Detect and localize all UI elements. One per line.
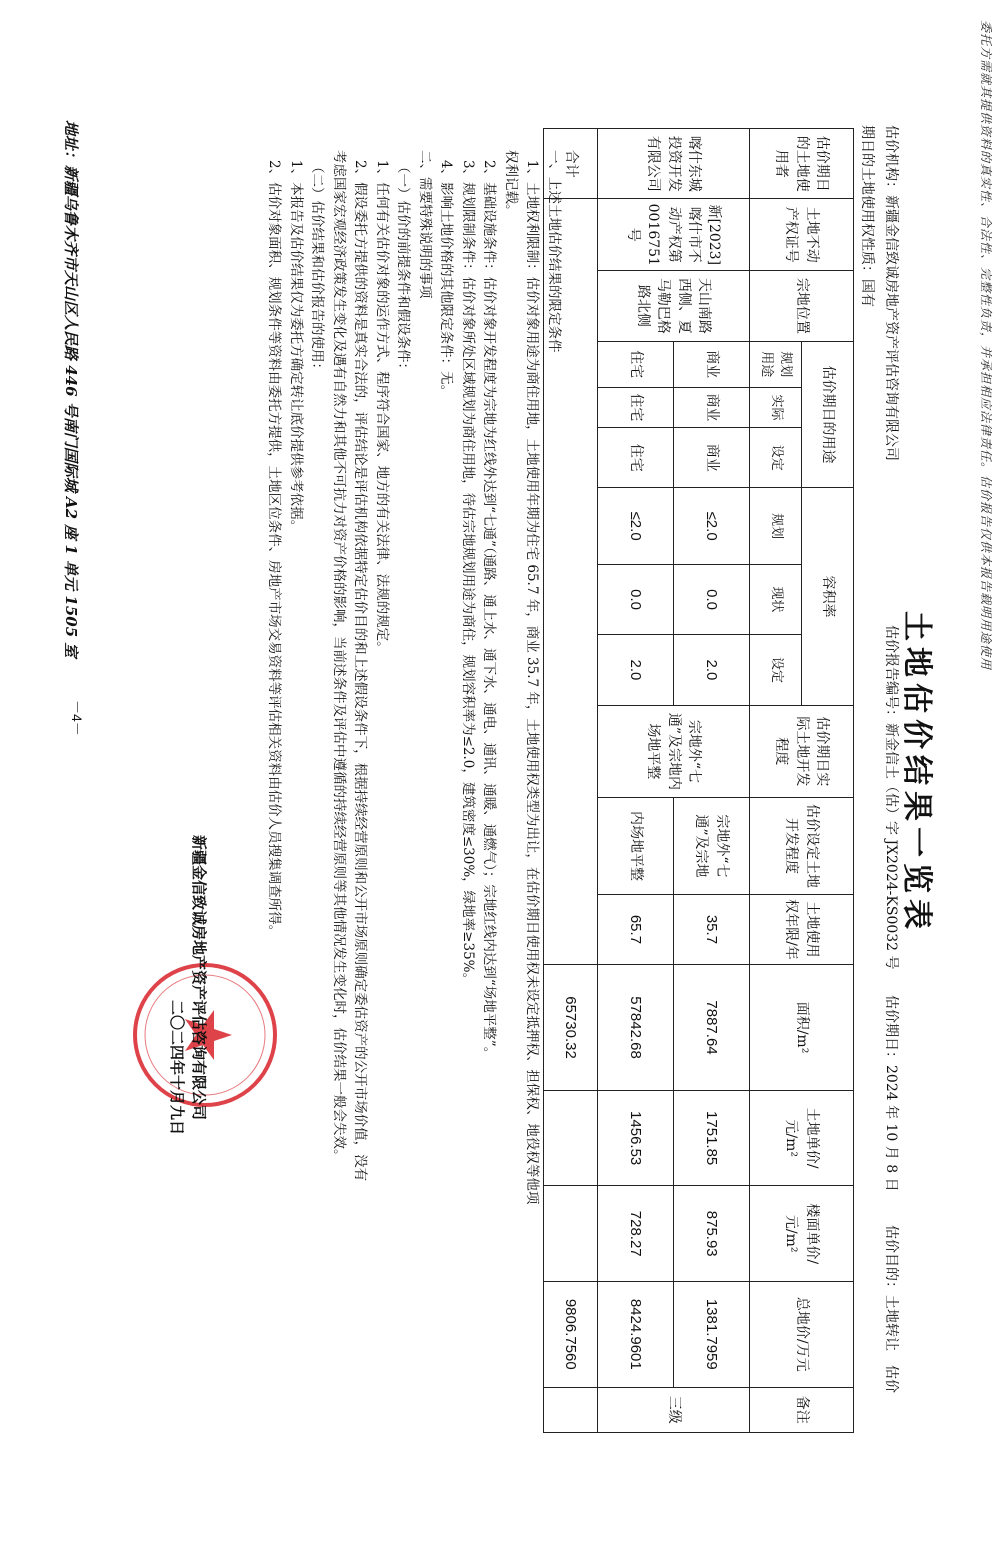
header-far-actual: 现状 [750,564,802,634]
note-line: 1、任何有关估价对象的运作方式、程序符合国家、地方的有关法律、法规的规定。 [374,160,390,655]
cell-user: 喀什东城投资开发有限公司 [598,129,750,199]
signature-date: 二〇二四年十月九日 [168,1000,186,1136]
cell-far-plan: ≤2.0 [598,488,674,564]
cell-far-plan: ≤2.0 [674,488,750,564]
note-line: 权利记载。 [503,150,519,218]
cell-use-set: 住宅 [598,428,674,488]
cell-area: 7887.64 [674,965,750,1091]
cell-use-set: 商业 [674,428,750,488]
cell-far-actual: 0.0 [674,564,750,634]
cell-total: 1381.7959 [674,1281,750,1387]
header-use-plan: 规划用途 [750,341,802,387]
cell-total-label: 合计 [544,129,598,199]
note-line: （一）估价的前提条件和假设条件： [395,160,412,376]
meta-org: 估价机构：新疆金信致诚房地产资产评估咨询有限公司 [883,125,899,461]
signature-company: 新疆金信致诚房地产资产评估咨询有限公司 [190,835,208,1121]
header-far-set: 设定 [750,635,802,705]
header-unit-price: 土地单价/元/m² [750,1090,854,1186]
header-floor-price: 楼面单价/元/m² [750,1186,854,1282]
header-term: 土地使用权年限/年 [750,894,854,964]
cell-dev-set: 内场地平整 [598,798,674,895]
cell-area: 57842.68 [598,965,674,1091]
header-remark: 备注 [750,1387,854,1432]
cell-remark: 三级 [598,1387,750,1432]
header-user: 估价期日的土地使用者 [750,129,854,199]
cell-cert: 新[2023]喀什市不动产权第0016751号 [598,199,750,271]
cell-unit-price: 1456.53 [598,1090,674,1186]
header-total: 总地价/万元 [750,1281,854,1387]
cell-term: 65.7 [598,894,674,964]
cell-use-plan: 住宅 [598,341,674,387]
cell-far-actual: 0.0 [598,564,674,634]
note-line: 4、影响土地价格的其他限定条件：无。 [438,160,455,399]
note-line: 考虑国家宏观经济政策发生变化及遇有自然力和其他不可抗力对资产价格的影响，当前述条件及评估中遵循的持续经营原则等其他情况发生变化时，估价结果一般会失效。 [331,150,347,1163]
note-line: 二、需要特殊说明的事项 [417,150,433,299]
cell-use-plan: 商业 [674,341,750,387]
cell-total-area: 65730.32 [544,965,598,1091]
header-use-group: 估价期日的用途 [802,341,854,488]
cell-total: 8424.9601 [598,1281,674,1387]
meta-land-nature: 期日的土地使用权性质：国有 [859,125,875,307]
header-area: 面积/m² [750,965,854,1091]
note-line: 3、规划限制条件：估价对象所处区域规划为商住用地，待估宗地规划用途为商住，规划容积率为≤2.0，建筑密度≤30%，绿地率≥35%。 [460,160,476,987]
header-use-set: 设定 [750,428,802,488]
cell-use-actual: 商业 [674,387,750,427]
note-line: 一、上述土地估价结果的限定条件 [546,150,562,353]
note-line: 2、假设委托方提供的资料是真实合法的，评估结论是评估机构依据特定估价目的和上述假设条件下，根据持续经营原则和公开市场原则确定委估资产的公开市场价值，没有 [352,160,369,1182]
page-number: －4－ [69,700,85,736]
table-row [674,129,750,1433]
cell-total-value: 9806.7560 [544,1281,598,1387]
cell-far-set: 2.0 [674,635,750,705]
header-dev-set: 估价设定土地开发程度 [750,798,854,895]
cell-floor-price: 875.93 [674,1186,750,1282]
cell-far-set: 2.0 [598,635,674,705]
meta-purpose: 估价目的：土地转让 估价 [883,1225,899,1393]
cell-use-actual: 住宅 [598,387,674,427]
cell-floor-price: 728.27 [598,1186,674,1282]
meta-report-no: 估价报告编号：新金信土（估）字 JX2024-KS0032 号 [883,625,899,970]
footer-address: 地址：新疆乌鲁木齐市天山区人民路 446 号南门国际城 A2 座 1 单元 1505 室 [62,120,80,658]
cell-unit-price: 1751.85 [674,1090,750,1186]
header-dev-actual: 估价期日实际土地开发程度 [750,705,854,798]
note-line: （二）估价结果和估价报告的使用： [309,160,326,376]
cell-dev-actual: 宗地外“七通”及宗地内场地平整 [598,705,750,798]
note-line: 2、基础设施条件：估价对象开发程度为宗地为红线外达到“七通”（通路、通上水、通下水、通电、通讯、通暖、通燃气）；宗地红线内达到“场地平整”。 [481,160,498,1061]
meta-valuation-date: 估价期日：2024 年 10 月 8 日 [883,995,899,1192]
page-title: 土地估价结果一览表 [899,611,934,935]
cell-location: 天山南路西侧、夏马勒巴格路北侧 [598,271,750,341]
header-cert: 土地不动产权证号 [750,199,854,271]
note-line: 2、估价对象面积、规划条件等资料由委托方提供，土地区位条件、房地产市场交易资料等评估相关资料由估价人员搜集调查所得。 [266,160,283,939]
header-use-actual: 实际 [750,387,802,427]
notes-section [263,150,564,1450]
cell-term: 35.7 [674,894,750,964]
header-disclaimer: 委托方需就其提供资料的真实性、合法性、完整性负责，并承担相应法律责任。估价报告仅供本报告载明用途使用 [979,20,993,671]
cell-dev-set: 宗地外“七通”及宗地 [674,798,750,895]
note-line: 1、本报告及估价结果仅为委托方确定转让底价提供参考依据。 [288,160,304,534]
header-far-group: 容积率 [802,488,854,705]
header-location: 宗地位置 [750,271,854,341]
valuation-result-table [543,128,854,1433]
note-line: 1、土地权利限制：估价对象用途为商住用地，土地使用年期为住宅 65.7 年，商业 35.7 年，土地使用权类型为出让，在估价期日使用权未设定抵押权、担保权、地役权等他项 [524,160,541,1205]
header-far-plan: 规划 [750,488,802,564]
